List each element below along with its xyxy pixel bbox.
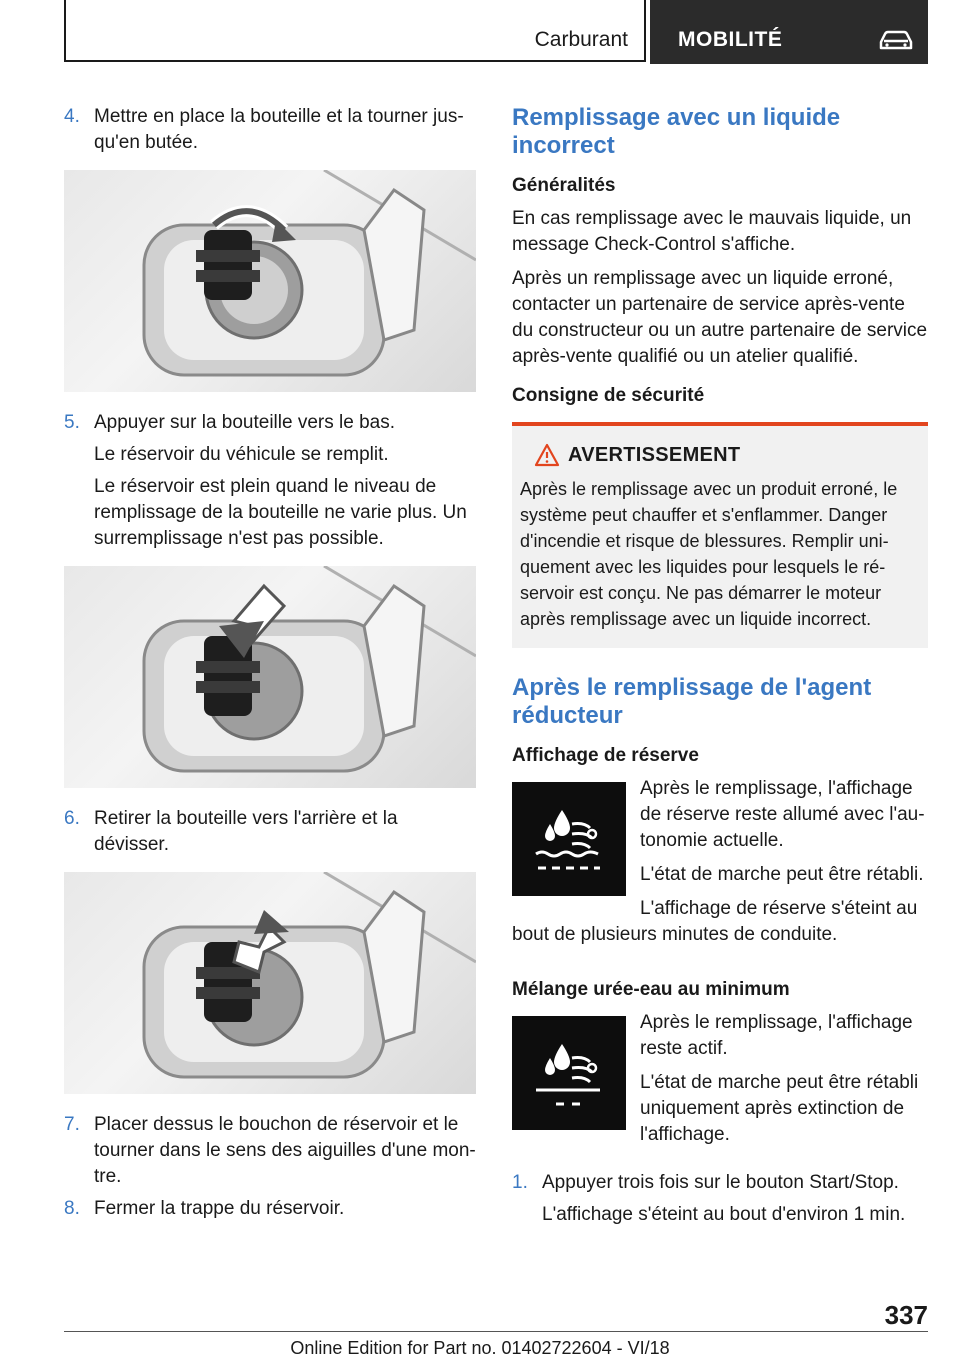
step-text: Le réservoir du véhicule se remplit. — [94, 444, 389, 465]
warning-title — [520, 442, 920, 468]
step-7 — [64, 1112, 476, 1190]
step-5 — [64, 410, 476, 552]
right-column — [512, 104, 928, 1234]
reserve-indicator-image — [512, 782, 626, 896]
step-6 — [64, 806, 476, 858]
step-number: 4. — [64, 106, 80, 127]
section-title: Carburant — [534, 28, 628, 51]
subheading-generalites: Généralités — [512, 175, 616, 196]
paragraph: En cas remplissage avec le mauvais liquide, un message Check-Control s'affiche. — [512, 208, 912, 255]
paragraph: L'état de marche peut être rétabli uniquement après extinction de l'affichage. — [640, 1072, 919, 1145]
step-number: 6. — [64, 808, 80, 829]
footer-divider — [64, 1331, 928, 1332]
paragraph: L'état de marche peut être rétabli. — [640, 864, 924, 885]
subheading-minimum: Mélange urée-eau au minimum — [512, 979, 790, 1000]
adblue-minimum-icon — [512, 1016, 626, 1130]
step-text: Appuyer trois fois sur le bouton Start/Stop. — [542, 1172, 899, 1193]
edition-footer: Online Edition for Part no. 01402722604 - VI/18 — [290, 1338, 670, 1358]
warning-triangle-icon — [534, 443, 560, 467]
heading-incorrect-fill: Remplissage avec un liquide incorrect — [512, 104, 841, 159]
section-tab — [64, 0, 646, 62]
paragraph: L'affichage de réserve s'éteint au bout de plusieurs minutes de conduite. — [512, 898, 918, 945]
final-step-1 — [512, 1170, 928, 1228]
illustration-insert-bottle — [64, 170, 476, 392]
step-text: Le réservoir est plein quand le niveau de remplissage de la bouteille ne varie plus. Un surremplissage n'est pas possible. — [94, 476, 467, 549]
illustration-press-bottle — [64, 566, 476, 788]
adblue-reserve-icon — [512, 782, 626, 896]
fuel-cap-photo-press — [64, 566, 476, 788]
illustration-remove-bottle — [64, 872, 476, 1094]
fuel-cap-photo-remove — [64, 872, 476, 1094]
warning-title-text: AVERTISSEMENT — [568, 444, 741, 466]
chapter-title: MOBILITÉ — [678, 28, 783, 51]
paragraph: Après un remplissage avec un liquide erroné, contacter un partenaire de service après-vente du constructeur ou un autre partenaire de service après-vente qualifié ou un atelier qualifié. — [512, 268, 928, 367]
step-8 — [64, 1196, 476, 1222]
paragraph: Après le remplissage, l'affichage de réserve reste allumé avec l'autonomie actuelle. — [640, 778, 925, 851]
left-column — [64, 104, 476, 1228]
page-number: 337 — [884, 1300, 928, 1330]
subheading-reserve: Affichage de réserve — [512, 745, 699, 766]
paragraph: Après le remplissage, l'affichage reste actif. — [640, 1012, 913, 1059]
step-number: 1. — [512, 1172, 528, 1193]
step-text: Appuyer sur la bouteille vers le bas. — [94, 412, 395, 433]
step-number: 8. — [64, 1198, 80, 1219]
step-number: 5. — [64, 412, 80, 433]
car-icon — [878, 28, 914, 52]
warning-box — [512, 422, 928, 648]
page-header — [64, 0, 928, 64]
step-number: 7. — [64, 1114, 80, 1135]
step-text: L'affichage s'éteint au bout d'environ 1 min. — [542, 1204, 906, 1225]
heading-after-refill: Après le remplissage de l'agent réducteur — [512, 674, 872, 729]
step-text: Mettre en place la bouteille et la tourner jusqu'en butée. — [94, 106, 464, 153]
chapter-tab — [650, 0, 928, 64]
step-text: Placer dessus le bouchon de réservoir et le tourner dans le sens des aiguilles d'une montre. — [94, 1114, 476, 1187]
step-text: Retirer la bouteille vers l'arrière et la dévisser. — [94, 808, 398, 855]
subheading-consigne: Consigne de sécurité — [512, 385, 705, 406]
step-4 — [64, 104, 476, 156]
step-text: Fermer la trappe du réservoir. — [94, 1198, 345, 1219]
warning-text: Après le remplissage avec un produit erroné, le système peut chauffer et s'enflammer. Danger d'incendie et risque de blessures. Remplir uniquement avec les liquides pour lesquels le réservoir est conçu. Ne pas démarrer le moteur après remplissage avec un liquide incorrect. — [520, 479, 898, 629]
fuel-cap-photo-insert — [64, 170, 476, 392]
minimum-indicator-image — [512, 1016, 626, 1130]
